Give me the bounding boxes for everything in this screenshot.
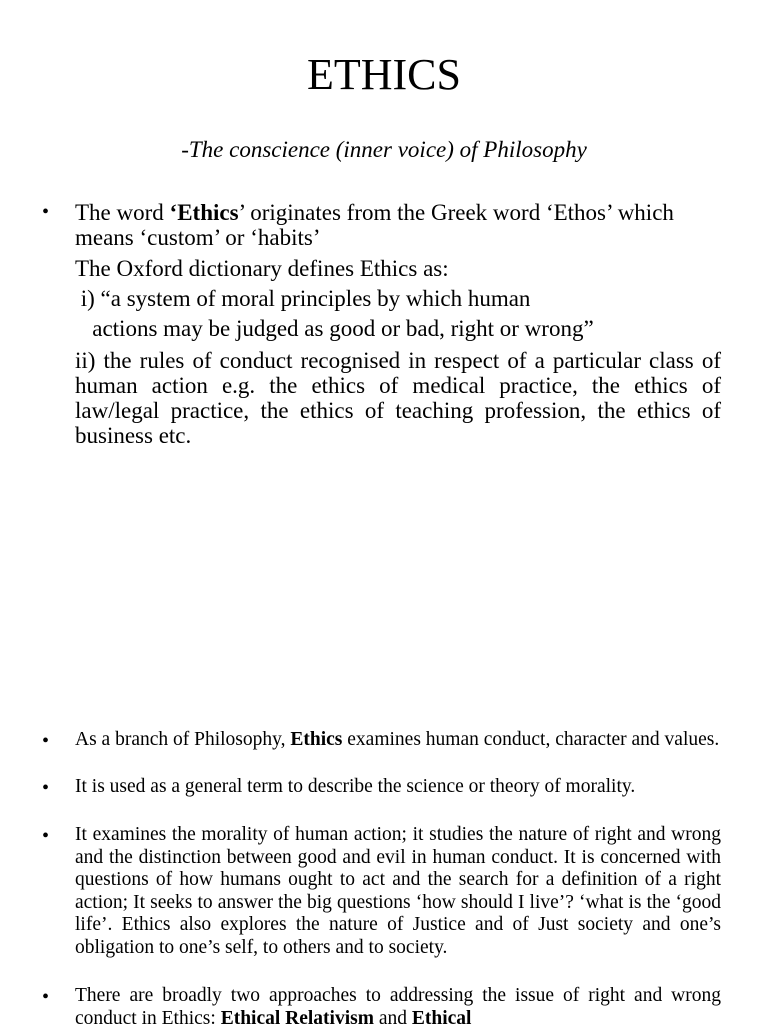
bold-term: ‘Ethics xyxy=(169,200,239,225)
text-run: examines human conduct, character and values. xyxy=(342,729,720,750)
bullet-icon: • xyxy=(42,730,50,752)
page-title: ETHICS xyxy=(307,50,461,99)
definition-two: ii) the rules of conduct recognised in respect of a particular class of human action e.g. the ethics of medical practice, the ethics of law/legal practice, the ethics of teaching profession, the ethics of business etc. xyxy=(75,348,721,448)
text-run: ’ originates from the Greek word ‘Ethos’ which means ‘custom’ or ‘habits’ xyxy=(75,200,674,250)
bullet-general-term: It is used as a general term to describe the science or theory of morality. xyxy=(75,776,636,797)
bullet-morality-of-action: It examines the morality of human action; it studies the nature of right and wrong and the distinction between good and evil in human conduct. It is concerned with questions of how humans ought to act and the search for a definition of a right action; It seeks to answer the big questions ‘how should I live’? ‘what is the ‘good life’. Ethics also explores the nature of Justice and of Just society and one’s obligation to one’s self, to others and to society. xyxy=(75,824,721,958)
paragraph-etymology xyxy=(75,200,721,250)
bold-term: Ethical Relativism xyxy=(220,1007,374,1029)
paragraph-oxford-intro: The Oxford dictionary defines Ethics as: xyxy=(75,256,449,281)
subtitle: -The conscience (inner voice) of Philosophy xyxy=(181,137,587,162)
bullet-icon: • xyxy=(42,201,50,223)
slide-ethics-branch xyxy=(0,700,768,1029)
definition-one-line2: actions may be judged as good or bad, right or wrong” xyxy=(75,316,594,341)
bullet-two-approaches xyxy=(75,985,721,1030)
bullet-branch-of-philosophy xyxy=(75,729,721,752)
bold-term: Ethics xyxy=(290,729,343,750)
text-run: As a branch of Philosophy, xyxy=(75,729,291,750)
bold-term: Ethical xyxy=(411,1007,472,1029)
bullet-icon: • xyxy=(42,825,50,847)
definition-one-line1: i) “a system of moral principles by which human xyxy=(75,286,531,311)
text-run: There are broadly two approaches to addressing the issue of right and wrong conduct in Ethics: xyxy=(75,985,721,1029)
bullet-icon: • xyxy=(42,777,50,799)
text-run: and xyxy=(373,1007,412,1029)
text-run: The word xyxy=(75,200,170,225)
bullet-icon: • xyxy=(42,986,50,1008)
